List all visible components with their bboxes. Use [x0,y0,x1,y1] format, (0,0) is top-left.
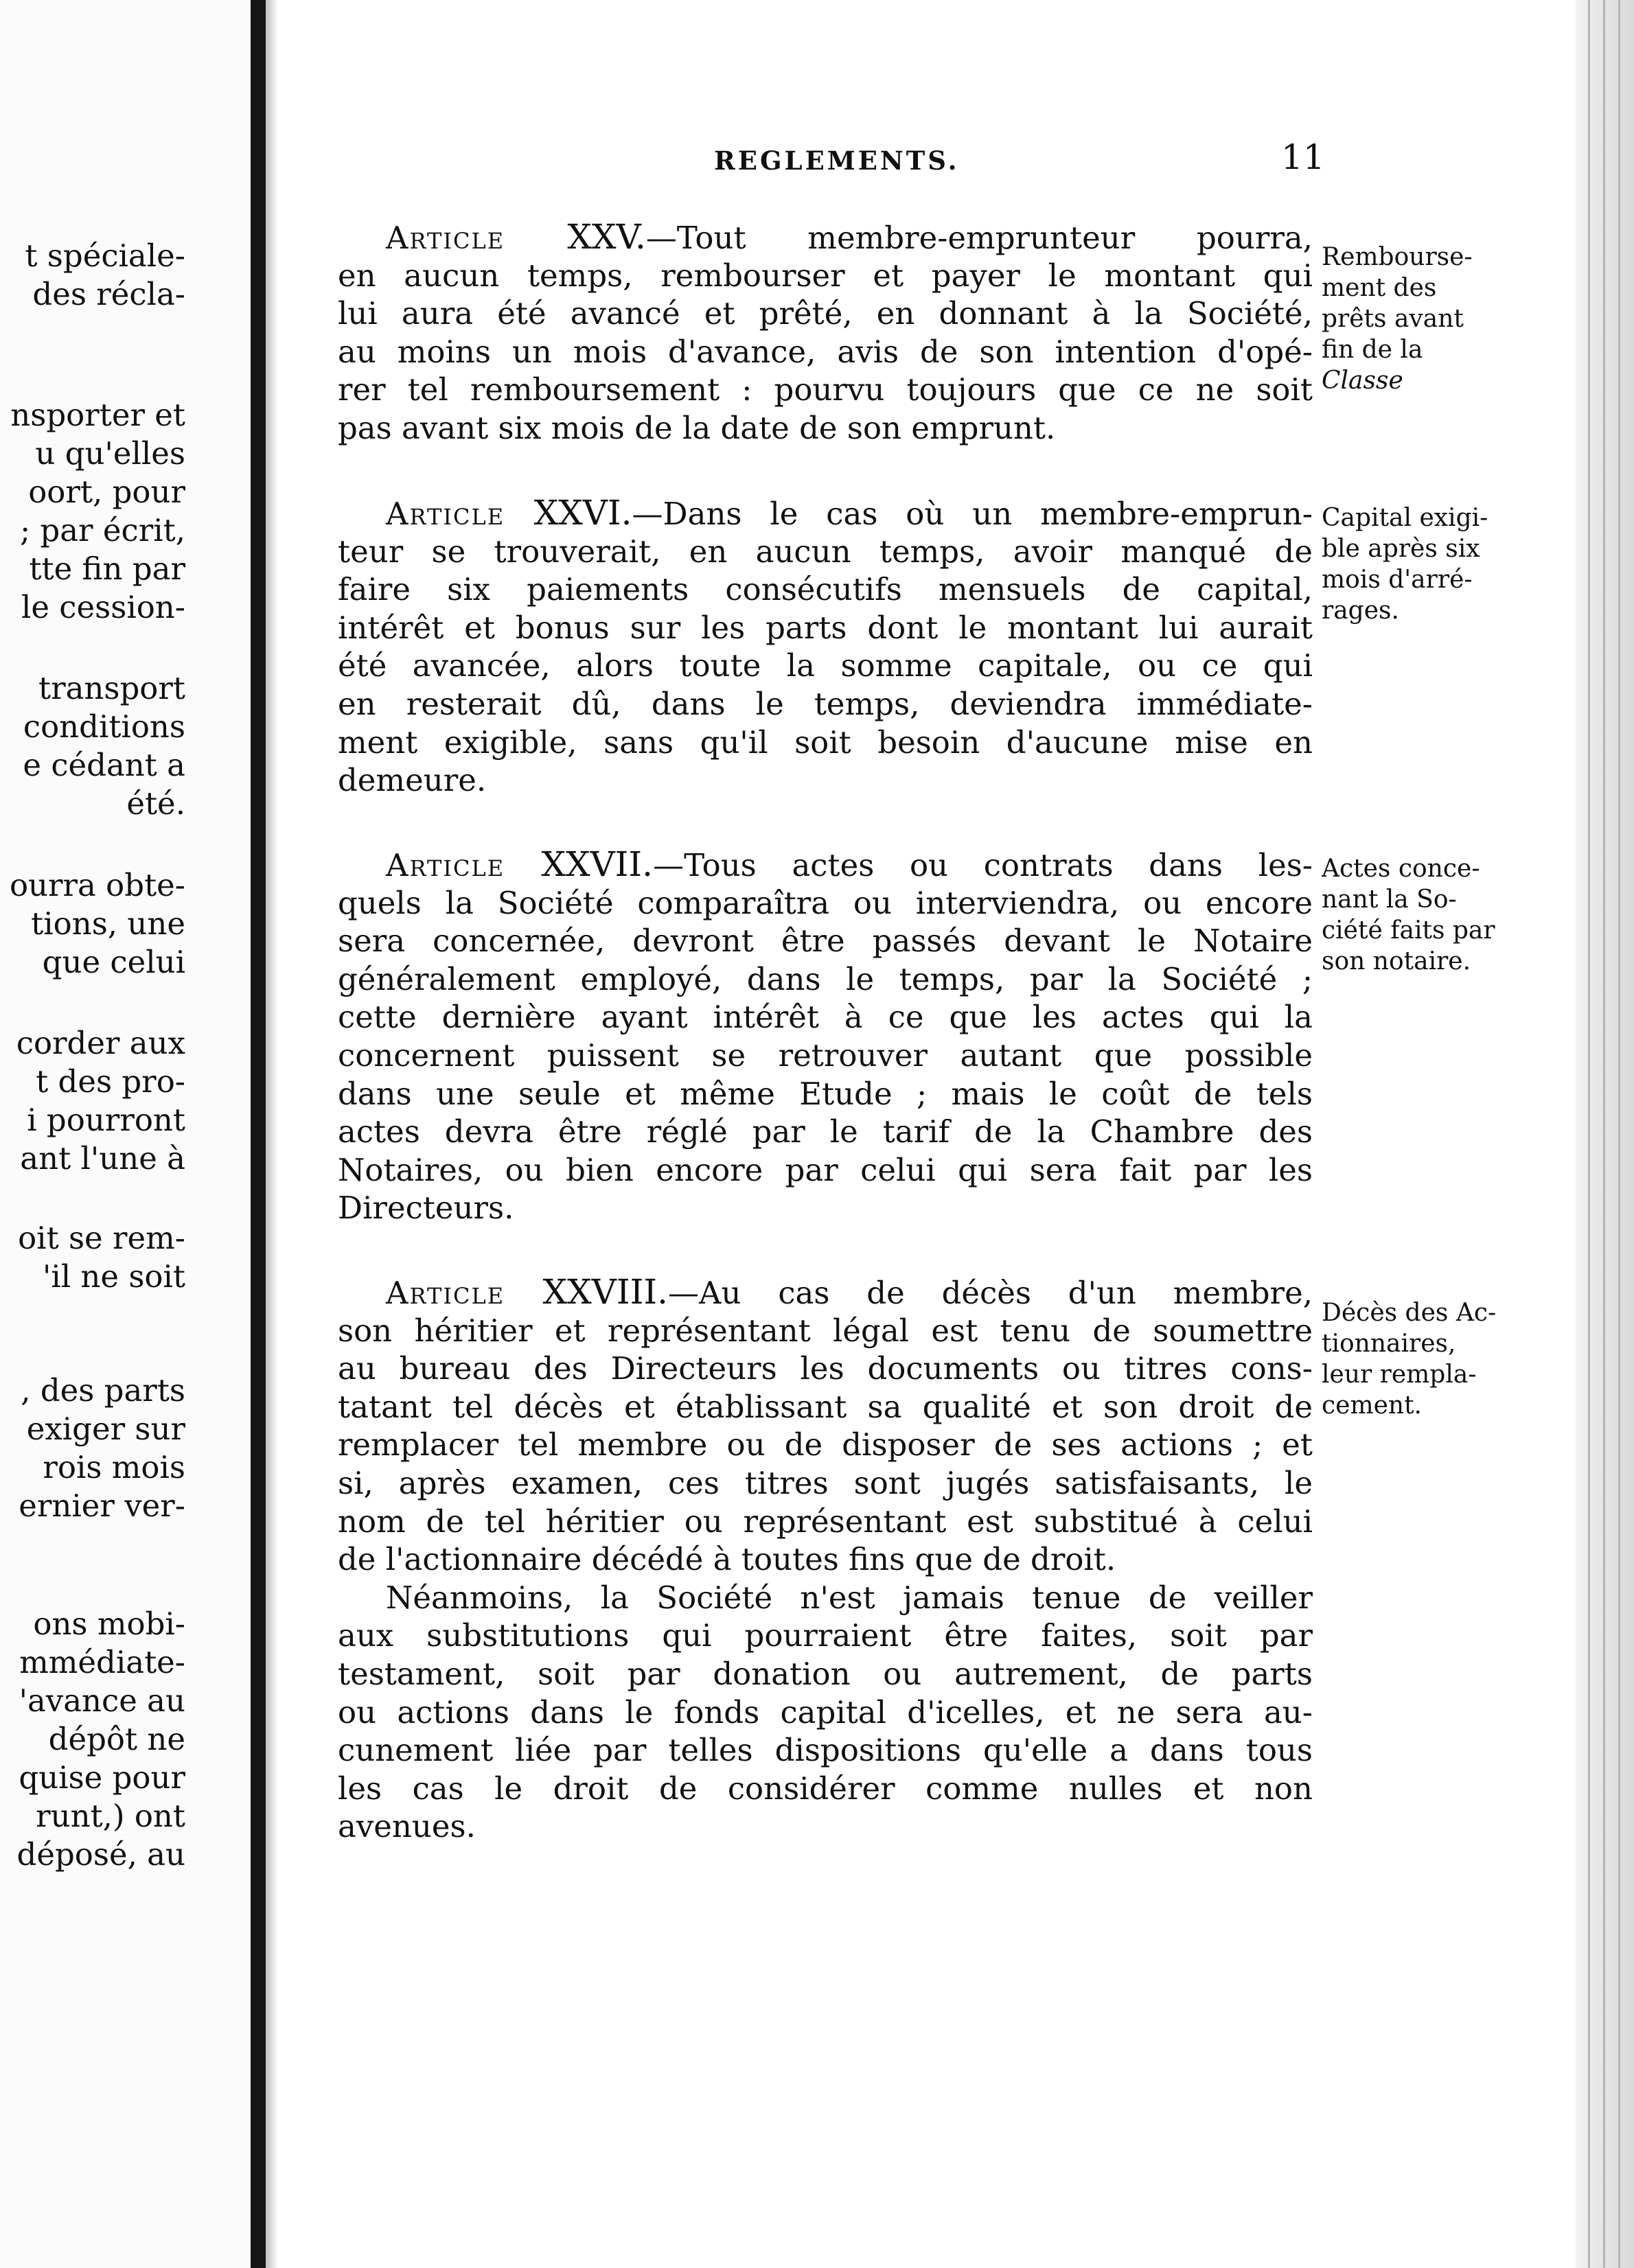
article-block [338,1273,1313,1846]
article-line: cunement liée par telles dispositions qu'elle a dans tous [338,1732,1313,1769]
left-page-line: runt,) ont [36,1798,185,1834]
facing-page-fragment [0,0,251,2268]
left-page-line: exiger sur [26,1411,185,1447]
margin-note-line: prêts avant [1322,305,1464,333]
article-block [338,218,1313,448]
article-label: Article [386,1275,505,1311]
left-page-line: , des parts [21,1372,185,1409]
margin-note-line: mois d'arré- [1322,566,1473,594]
left-page-line: oort, pour [28,474,185,510]
margin-note [1322,502,1528,626]
margin-note [1322,242,1528,396]
article-number: XXV. [505,217,646,257]
left-page-line: nsporter et [10,397,185,433]
book-gutter [251,0,266,2268]
left-page-line: 'il ne soit [42,1258,185,1295]
margin-note-line: ciété faits par [1322,916,1495,945]
article-line: aux substitutions qui pourraient être faites, soit par [338,1617,1313,1654]
left-page-line: été. [126,785,185,822]
article-line: intérêt et bonus sur les parts dont le montant lui aurait [338,609,1313,646]
article-line: son héritier et représentant légal est tenu de soumettre [338,1312,1313,1349]
left-page-line: t spéciale- [25,238,185,274]
article-line: été avancée, alors toute la somme capitale, ou ce qui [338,647,1313,684]
article-line: les cas le droit de considérer comme nulles et non [338,1770,1313,1807]
gutter-shadow [266,0,278,2268]
left-page-line: ourra obte- [9,867,185,903]
left-page-line: que celui [42,944,185,980]
margin-note-line: nant la So- [1322,886,1457,914]
article-line: en resterait dû, dans le temps, deviendra immédiate- [338,685,1313,722]
left-page-line: mmédiate- [19,1644,185,1680]
left-page-line: ; par écrit, [19,512,185,548]
left-page-line: oit se rem- [18,1220,185,1256]
article-label: Article [386,496,505,532]
running-head: REGLEMENTS. [714,146,960,176]
left-page-line: corder aux [16,1025,185,1061]
article-line: faire six paiements consécutifs mensuels de capital, [338,571,1313,608]
margin-note-line: fin de la [1322,336,1423,364]
article-number: XXVI. [505,493,632,533]
article-block [338,494,1313,800]
margin-note-line: Actes conce- [1322,855,1480,883]
article-text: —Au cas de décès d'un membre, [668,1275,1313,1311]
margin-note-line: tionnaires, [1322,1330,1456,1358]
left-page-line: le cession- [21,589,185,625]
left-page-line: t des pro- [36,1063,185,1100]
article-first-line [338,218,1313,257]
article-line: au moins un mois d'avance, avis de son intention d'opé- [338,333,1313,370]
article-line: cette dernière ayant intérêt à ce que les actes qui la [338,999,1313,1036]
article-line: sera concernée, devront être passés devant le Notaire [338,923,1313,960]
left-page-line: des récla- [32,276,185,312]
article-number: XXVII. [505,844,654,884]
article-line: testament, soit par donation ou autrement, de parts [338,1655,1313,1692]
margin-note-line: leur rempla- [1322,1361,1477,1389]
margin-note [1322,1297,1528,1421]
article-text: —Tout membre-emprunteur pourra, [645,220,1313,256]
article-line: pas avant six mois de la date de son emprunt. [338,409,1056,446]
margin-note-line: Décès des Ac- [1322,1299,1497,1327]
article-first-line [338,1273,1313,1312]
article-line: généralement employé, dans le temps, par la Société ; [338,960,1313,997]
article-line: avenues. [338,1808,476,1845]
article-line: au bureau des Directeurs les documents ou titres cons- [338,1350,1313,1387]
margin-note-line: son notaire. [1322,947,1471,975]
article-line: ment exigible, sans qu'il soit besoin d'aucune mise en [338,724,1313,761]
article-line: Néanmoins, la Société n'est jamais tenue de veiller [386,1579,1313,1616]
left-page-line: i pourront [27,1102,185,1138]
article-block [338,846,1313,1227]
margin-note-line: Classe [1322,367,1403,395]
article-line: nom de tel héritier ou représentant est substitué à celui [338,1503,1313,1540]
article-line: Directeurs. [338,1190,514,1227]
article-text: —Tous actes ou contrats dans les- [653,847,1313,883]
left-page-line: ons mobi- [33,1606,185,1642]
article-line: remplacer tel membre ou de disposer de ses actions ; et [338,1426,1313,1463]
article-line: Notaires, ou bien encore par celui qui sera fait par les [338,1151,1313,1188]
article-line: demeure. [338,762,487,799]
article-line: lui aura été avancé et prêté, en donnant à la Société, [338,295,1313,332]
article-line: si, après examen, ces titres sont jugés satisfaisants, le [338,1464,1313,1501]
left-page-line: tte fin par [29,551,185,587]
page-edge [1576,0,1634,2268]
article-line: teur se trouverait, en aucun temps, avoir manqué de [338,533,1313,570]
article-line: en aucun temps, rembourser et payer le montant qui [338,257,1313,294]
left-page-line: ernier ver- [19,1488,185,1524]
article-label: Article [386,220,505,256]
left-page-line: rois mois [43,1449,185,1485]
article-line: actes devra être réglé par le tarif de la Chambre des [338,1113,1313,1150]
page-number: 11 [1281,137,1325,177]
left-page-line: transport [38,670,185,706]
margin-note-line: Capital exigi- [1322,504,1488,532]
article-line: quels la Société comparaîtra ou interviendra, ou encore [338,884,1313,921]
article-line: concernent puissent se retrouver autant que possible [338,1037,1313,1074]
article-number: XXVIII. [505,1272,668,1312]
left-page-line: ant l'une à [20,1140,185,1177]
left-page-line: e cédant a [23,747,185,783]
margin-note-line: rages. [1322,597,1399,625]
left-page-line: 'avance au [19,1682,185,1719]
article-line: tatant tel décès et établissant sa qualité et son droit de [338,1388,1313,1425]
article-text: —Dans le cas où un membre-emprun- [632,496,1313,532]
margin-note-line: Rembourse- [1322,243,1473,271]
article-first-line [338,494,1313,533]
margin-note-line: ble après six [1322,535,1480,563]
margin-note [1322,853,1528,977]
article-line: de l'actionnaire décédé à toutes fins que de droit. [338,1541,1116,1578]
article-first-line [338,846,1313,884]
margin-note-line: ment des [1322,274,1437,302]
article-line: dans une seule et même Etude ; mais le coût de tels [338,1075,1313,1112]
article-line: ou actions dans le fonds capital d'icelles, et ne sera au- [338,1693,1313,1731]
left-page-line: conditions [23,708,185,745]
left-page-line: u qu'elles [35,435,185,472]
left-page-line: quise pour [19,1759,185,1796]
left-page-line: dépôt ne [48,1721,185,1757]
article-label: Article [386,847,505,883]
left-page-line: déposé, au [16,1836,185,1873]
left-page-line: tions, une [31,905,185,942]
article-line: rer tel remboursement : pourvu toujours que ce ne soit [338,371,1313,408]
margin-note-line: cement. [1322,1391,1423,1420]
